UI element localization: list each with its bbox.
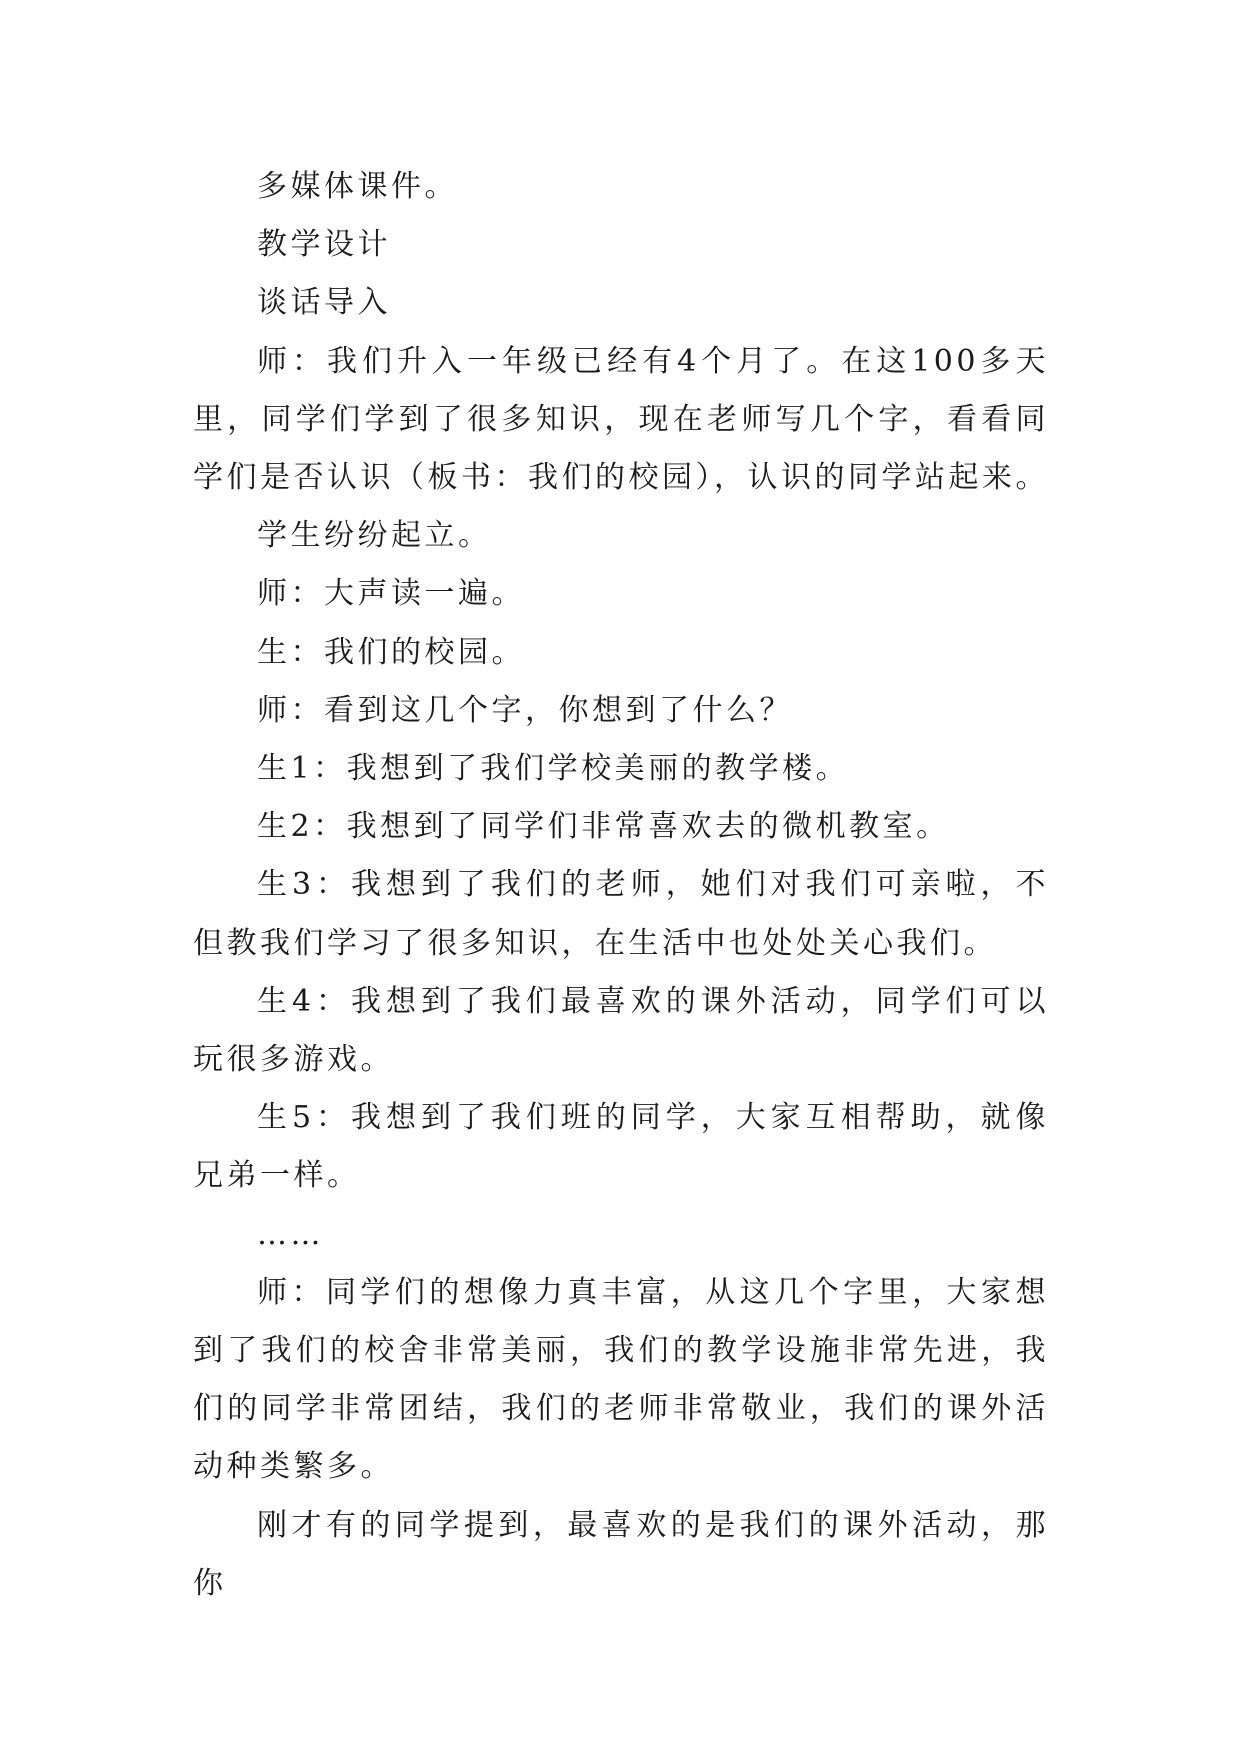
- paragraph-heading-teaching-design: 教学设计: [257, 227, 391, 263]
- paragraph-ellipsis: ……: [257, 1216, 324, 1252]
- paragraph-students-stand: 学生纷纷起立。: [257, 518, 492, 554]
- paragraph-teacher-3: 师：看到这几个字，你想到了什么？: [257, 692, 793, 728]
- paragraph-materials: 多媒体课件。: [257, 169, 458, 204]
- paragraph-student-2: 生2：我想到了同学们非常喜欢去的微机教室。: [257, 809, 950, 845]
- paragraph-teacher-2: 师：大声读一遍。: [257, 576, 525, 612]
- paragraph-teacher-continue: 刚才有的同学提到，最喜欢的是我们的课外活动，那你: [193, 1507, 1049, 1601]
- document-body: [193, 158, 1049, 1613]
- paragraph-student-1: 生1：我想到了我们学校美丽的教学楼。: [257, 751, 850, 787]
- paragraph-teacher-summary: 师：同学们的想像力真丰富，从这几个字里，大家想到了我们的校舍非常美丽，我们的教学设施非常先进，我们的同学非常团结，我们的老师非常敬业，我们的课外活动种类繁多。: [193, 1274, 1049, 1485]
- paragraph-student-4: 生4：我想到了我们最喜欢的课外活动，同学们可以玩很多游戏。: [193, 983, 1049, 1078]
- paragraph-student-reply: 生：我们的校园。: [257, 634, 525, 670]
- paragraph-heading-intro: 谈话导入: [257, 285, 391, 321]
- paragraph-student-3: 生3：我想到了我们的老师，她们对我们可亲啦，不但教我们学习了很多知识，在生活中也处处关心我们。: [193, 867, 1049, 961]
- paragraph-teacher-1: 师：我们升入一年级已经有4个月了。在这100多天里，同学们学到了很多知识，现在老师写几个字，看看同学们是否认识（板书：我们的校园），认识的同学站起来。: [193, 343, 1049, 496]
- paragraph-student-5: 生5：我想到了我们班的同学，大家互相帮助，就像兄弟一样。: [193, 1100, 1049, 1194]
